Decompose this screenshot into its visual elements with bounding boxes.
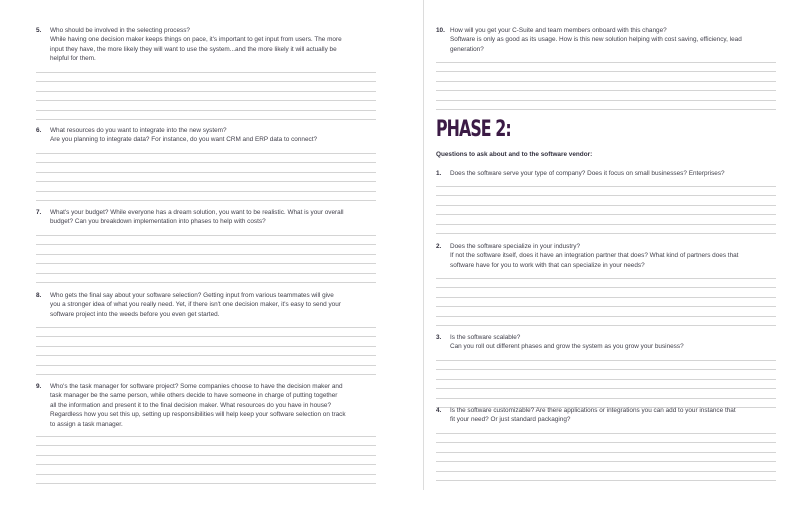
question-number: 5. <box>36 27 42 34</box>
answer-line[interactable] <box>436 369 776 370</box>
question-number: 4. <box>436 407 442 414</box>
answer-line[interactable] <box>436 81 776 82</box>
answer-lines[interactable] <box>36 436 376 492</box>
answer-line[interactable] <box>36 81 376 82</box>
question-line: If not the software itself, does it have an integration partner that does? What kind of partners does that <box>450 252 739 260</box>
answer-line[interactable] <box>436 398 776 399</box>
question-number: 3. <box>436 334 442 341</box>
question-line: Are you planning to integrate data? For instance, do you want CRM and ERP data to connect? <box>50 136 318 144</box>
answer-line[interactable] <box>36 100 376 101</box>
answer-line[interactable] <box>36 263 376 264</box>
answer-line[interactable] <box>436 186 776 187</box>
question-number: 10. <box>436 27 445 34</box>
answer-line[interactable] <box>436 452 776 453</box>
answer-line[interactable] <box>36 282 376 283</box>
answer-line[interactable] <box>36 72 376 73</box>
answer-line[interactable] <box>36 162 376 163</box>
answer-line[interactable] <box>36 119 376 120</box>
question-line: fit your need? Or just standard packaging? <box>450 416 571 424</box>
answer-line[interactable] <box>436 316 776 317</box>
answer-line[interactable] <box>436 195 776 196</box>
answer-line[interactable] <box>436 90 776 91</box>
question-number: 1. <box>436 170 442 177</box>
answer-line[interactable] <box>36 200 376 201</box>
answer-line[interactable] <box>436 379 776 380</box>
answer-line[interactable] <box>36 474 376 475</box>
question-number: 7. <box>36 209 42 216</box>
answer-line[interactable] <box>436 388 776 389</box>
answer-line[interactable] <box>36 254 376 255</box>
answer-line[interactable] <box>36 91 376 92</box>
answer-line[interactable] <box>436 109 776 110</box>
answer-line[interactable] <box>36 273 376 274</box>
question-10 <box>436 26 776 54</box>
answer-line[interactable] <box>36 327 376 328</box>
question-line: budget? Can you breakdown implementation into phases to help with costs? <box>50 218 266 226</box>
phase-subtitle: Questions to ask about and to the software vendor: <box>436 151 593 158</box>
answer-line[interactable] <box>436 287 776 288</box>
answer-lines[interactable] <box>36 235 376 291</box>
question-number: 2. <box>436 243 442 250</box>
answer-line[interactable] <box>436 325 776 326</box>
answer-lines[interactable] <box>36 327 376 383</box>
answer-line[interactable] <box>436 442 776 443</box>
answer-line[interactable] <box>36 235 376 236</box>
answer-line[interactable] <box>436 306 776 307</box>
answer-lines[interactable] <box>36 72 376 128</box>
question-7 <box>36 208 376 227</box>
question-9 <box>36 382 376 429</box>
question-line: software project into the weeds before you even get started. <box>50 310 220 318</box>
question-5 <box>36 26 376 64</box>
answer-line[interactable] <box>36 191 376 192</box>
question-4 <box>436 406 776 425</box>
answer-line[interactable] <box>36 110 376 111</box>
question-line: Is the software scalable? <box>450 334 521 341</box>
question-line: all the information and present it to the final decision maker. What resources do you have in house? <box>50 401 331 409</box>
answer-line[interactable] <box>436 224 776 225</box>
answer-lines[interactable] <box>36 153 376 209</box>
answer-line[interactable] <box>436 62 776 63</box>
question-line: to assign a task manager. <box>50 420 123 428</box>
answer-lines[interactable] <box>436 433 776 489</box>
right-page <box>424 0 800 517</box>
answer-line[interactable] <box>36 455 376 456</box>
answer-line[interactable] <box>436 480 776 481</box>
question-line: Who's the task manager for software project? Some companies choose to have the decision maker and <box>50 383 343 390</box>
answer-line[interactable] <box>36 483 376 484</box>
question-line: you a stronger idea of what you really need. Yet, if there isn't one decision maker, it's easy to send your <box>50 301 341 309</box>
answer-lines[interactable] <box>436 186 776 242</box>
answer-line[interactable] <box>436 278 776 279</box>
answer-line[interactable] <box>436 100 776 101</box>
answer-line[interactable] <box>436 471 776 472</box>
question-number: 8. <box>36 292 42 299</box>
answer-line[interactable] <box>36 153 376 154</box>
phase-title: PHASE 2: <box>436 117 511 142</box>
question-6 <box>36 126 376 145</box>
question-number: 9. <box>36 383 42 390</box>
question-line: Does the software serve your type of company? Does it focus on small businesses? Enterprises? <box>450 170 725 177</box>
answer-line[interactable] <box>36 355 376 356</box>
question-line: What resources do you want to integrate into the new system? <box>50 127 227 134</box>
answer-line[interactable] <box>36 464 376 465</box>
answer-line[interactable] <box>36 336 376 337</box>
answer-line[interactable] <box>436 205 776 206</box>
question-line: Software is only as good as its usage. How is this new solution helping with cost saving, efficiency, lead <box>450 36 742 44</box>
answer-lines[interactable] <box>436 62 776 118</box>
question-number: 6. <box>36 127 42 134</box>
answer-line[interactable] <box>436 71 776 72</box>
answer-line[interactable] <box>436 433 776 434</box>
question-line: task manager be the same person, while others decide to have someone in charge of putting together <box>50 392 338 400</box>
answer-line[interactable] <box>36 365 376 366</box>
answer-line[interactable] <box>436 360 776 361</box>
answer-line[interactable] <box>436 297 776 298</box>
question-line: How will you get your C-Suite and team members onboard with this change? <box>450 27 667 34</box>
answer-line[interactable] <box>436 214 776 215</box>
question-3 <box>436 333 776 352</box>
answer-lines[interactable] <box>436 278 776 334</box>
question-line: helpful for them. <box>50 55 96 63</box>
question-line: Can you roll out different phases and grow the system as you grow your business? <box>450 343 684 351</box>
question-line: Who should be involved in the selecting process? <box>50 27 190 34</box>
question-8 <box>36 291 376 319</box>
question-line: Does the software specialize in your industry? <box>450 243 581 250</box>
answer-line[interactable] <box>36 244 376 245</box>
question-1 <box>436 169 776 178</box>
question-2 <box>436 242 776 270</box>
answer-line[interactable] <box>36 445 376 446</box>
answer-line[interactable] <box>36 346 376 347</box>
answer-line[interactable] <box>436 461 776 462</box>
answer-line[interactable] <box>436 233 776 234</box>
answer-line[interactable] <box>36 374 376 375</box>
question-line: What's your budget? While everyone has a dream solution, you want to be realistic. What is your overall <box>50 209 344 216</box>
question-line: input they have, the more likely they will want to use the system...and the more likely it will actually be <box>50 45 337 53</box>
question-line: Is the software customizable? Are there applications or integrations you can add to your instance that <box>450 407 736 414</box>
question-line: Who gets the final say about your software selection? Getting input from various teammates will give <box>50 292 334 299</box>
question-line: software have for you to work with that can specialize in your needs? <box>450 261 645 269</box>
answer-line[interactable] <box>36 172 376 173</box>
question-line: generation? <box>450 45 484 53</box>
answer-line[interactable] <box>36 436 376 437</box>
question-line: Regardless how you set this up, setting up responsibilities will help keep your software selection on track <box>50 411 346 419</box>
answer-line[interactable] <box>36 181 376 182</box>
question-line: While having one decision maker keeps things on pace, it's important to get input from users. The more <box>50 36 342 44</box>
